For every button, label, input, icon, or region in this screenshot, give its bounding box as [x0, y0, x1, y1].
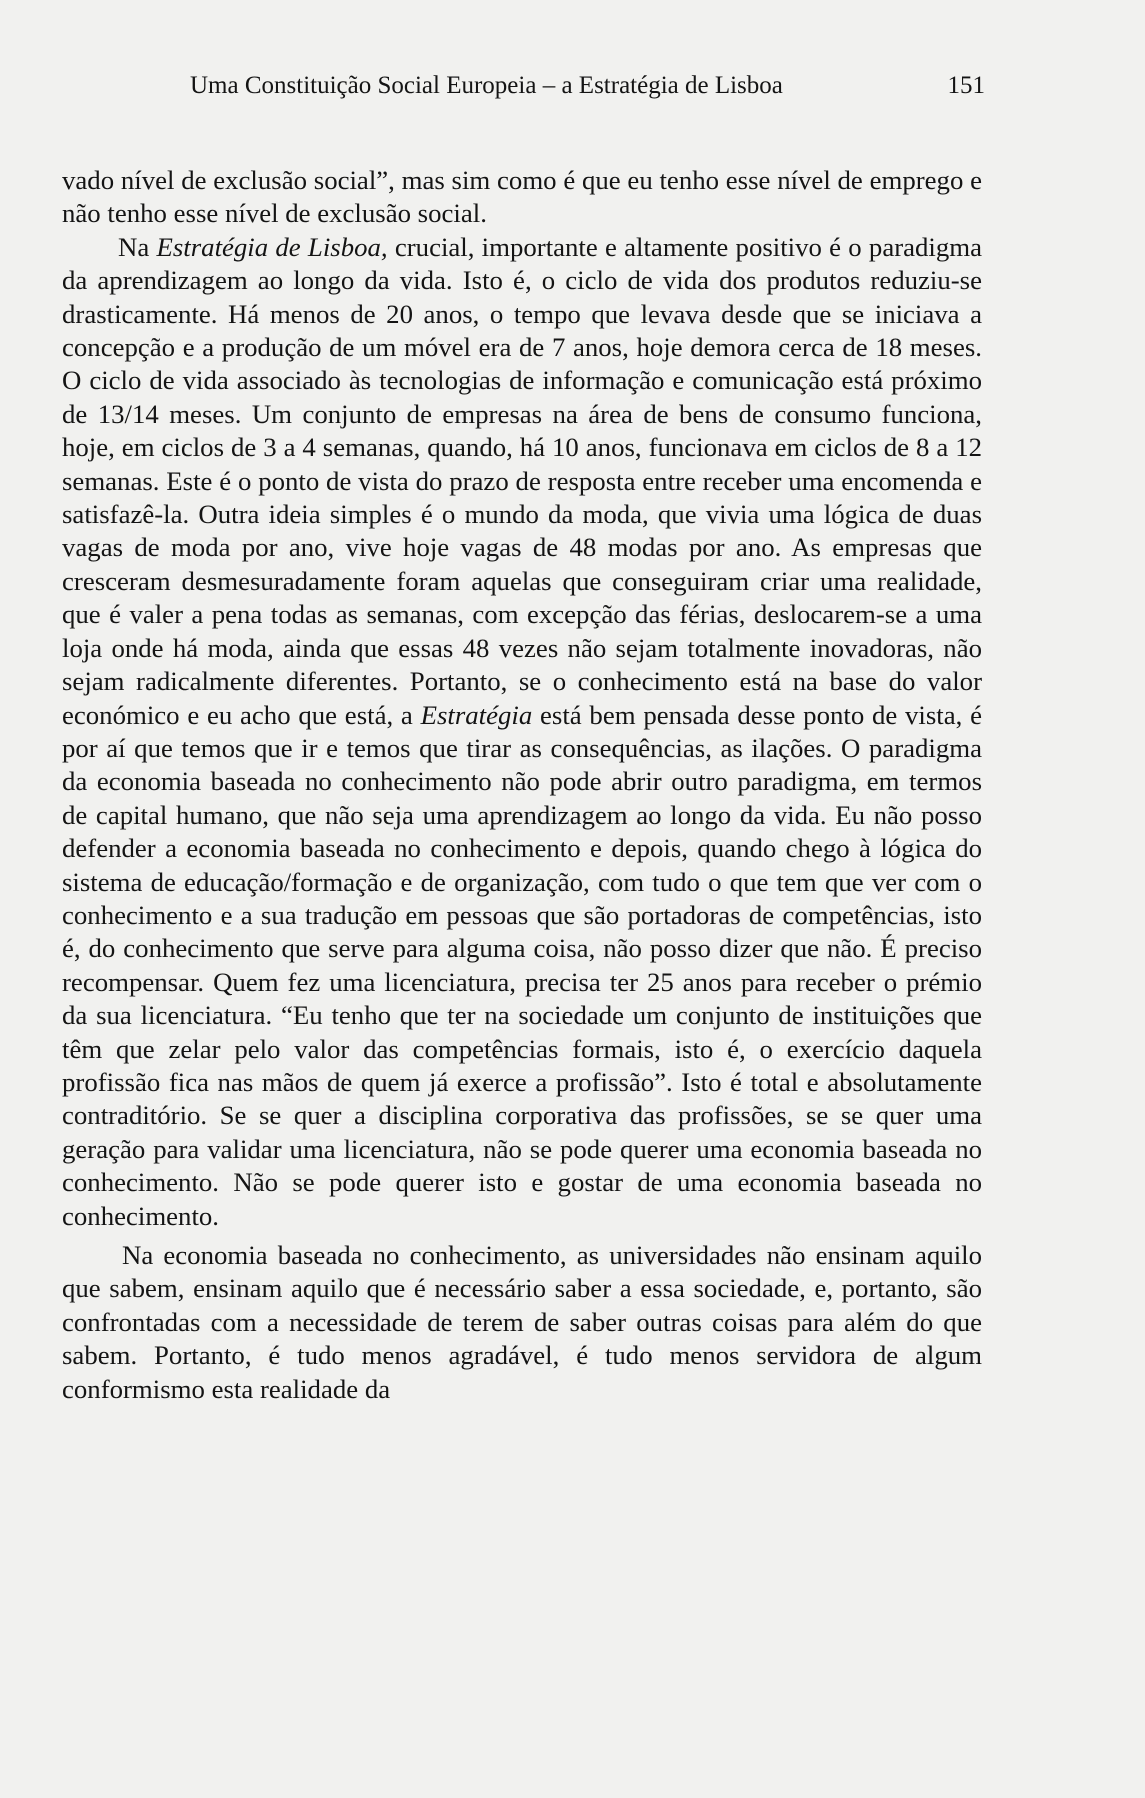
paragraph-2-italic-title: Estratégia de Lisboa,	[156, 231, 388, 262]
paragraph-1: vado nível de exclusão social”, mas sim como é que eu tenho esse nível de emprego e não tenho esse nível de exclusão social.	[62, 165, 982, 229]
running-head	[190, 68, 985, 104]
paragraph-2	[62, 231, 982, 1233]
paragraph-2-middle: crucial, importante e altamente positivo é o paradigma da aprendizagem ao longo da vida. Isto é, o ciclo de vida dos produtos reduziu-se drasticamente. Há menos de 20 anos, o tempo que levava desde que se iniciava a concepção e a produção de um móvel era de 7 anos, hoje demora cerca de 18 meses. O ciclo de vida associado às tecnologias de informação e comunicação está próximo de 13/14 meses. Um conjunto de empresas na área de bens de consumo funciona, hoje, em ciclos de 3 a 4 semanas, quando, há 10 anos, funcionava em ciclos de 8 a 12 semanas. Este é o ponto de vista do prazo de resposta entre receber uma encomenda e satisfazê-la. Outra ideia simples é o mundo da moda, que vivia uma lógica de duas vagas de moda por ano, vive hoje vagas de 48 modas por ano. As empresas que cresceram desmesuradamente foram aquelas que conseguiram criar uma realidade, que é valer a pena todas as semanas, com excepção das férias, deslocarem-se a uma loja onde há moda, ainda que essas 48 vezes não sejam totalmente inovadoras, não sejam radicalmente diferentes. Portanto, se o conhecimento está na base do valor económico e eu acho que está, a	[62, 231, 983, 730]
paragraph-2-italic-strategy: Estratégia	[420, 699, 533, 730]
paragraph-2-end: está bem pensada desse ponto de vista, é por aí que temos que ir e temos que tirar as consequências, as ilações. O paradigma da economia baseada no conhecimento não pode abrir outro paradigma, em termos de capital humano, que não seja uma aprendizagem ao longo da vida. Eu não posso defender a economia baseada no conhecimento e depois, quando chego à lógica do sistema de educação/formação e de organização, com tudo o que tem que ver com o conhecimento e a sua tradução em pessoas que são portadoras de competências, isto é, do conhecimento que serve para alguma coisa, não posso dizer que não. É preciso recompensar. Quem fez uma licenciatura, precisa ter 25 anos para receber o prémio da sua licenciatura. “Eu tenho que ter na sociedade um conjunto de instituições que têm que zelar pelo valor das competências formais, isto é, o exercício daquela profissão fica nas mãos de quem já exerce a profissão”. Isto é total e absolutamente contraditório. Se se quer a disciplina corporativa das profissões, se se quer uma geração para validar uma licenciatura, não se pode querer uma economia baseada no conhecimento. Não se pode querer isto e gostar de uma economia baseada no conhecimento.	[62, 699, 982, 1231]
page-number: 151	[947, 72, 985, 99]
body-text	[62, 164, 982, 1406]
paragraph-3: Na economia baseada no conhecimento, as universidades não ensinam aquilo que sabem, ensinam aquilo que é necessário saber a essa sociedade, e, portanto, são confrontadas com a necessidade de terem de saber outras coisas para além do que sabem. Portanto, é tudo menos agradável, é tudo menos servidora de algum conformismo esta realidade da	[62, 1240, 982, 1404]
paragraph-2-lead: Na	[118, 231, 157, 262]
running-head-title: Uma Constituição Social Europeia – a Estratégia de Lisboa	[190, 72, 783, 99]
